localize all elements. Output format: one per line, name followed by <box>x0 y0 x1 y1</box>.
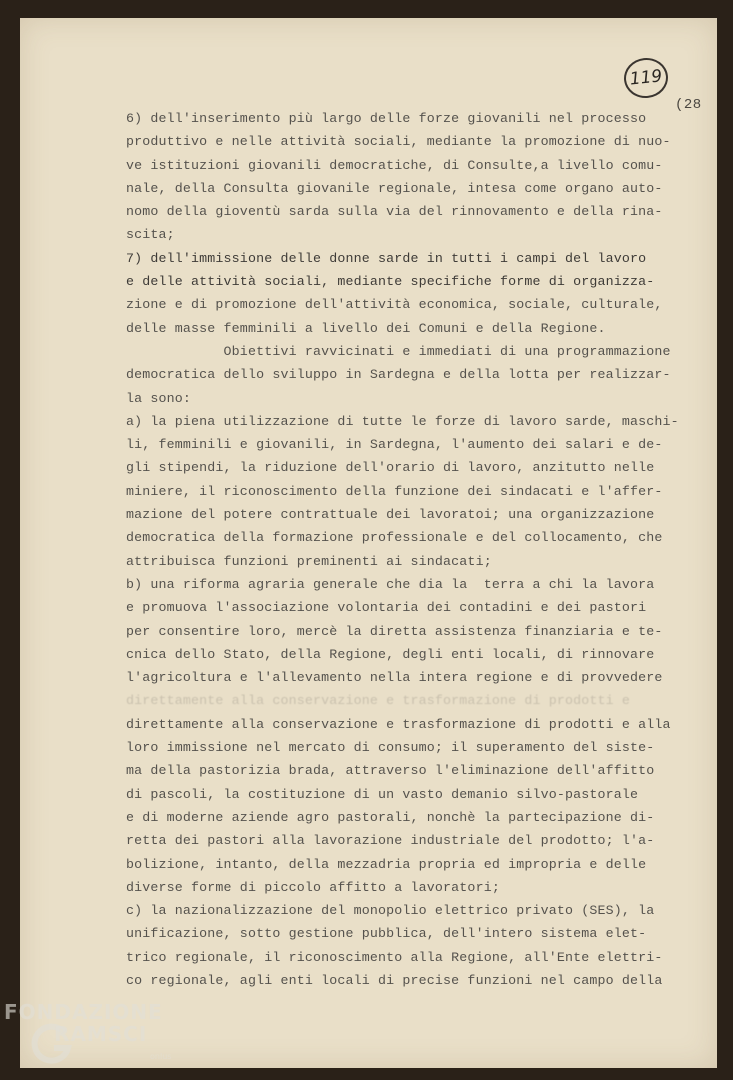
text-line: co regionale, agli enti locali di precise funzioni nel campo della <box>126 972 663 988</box>
document-body <box>126 107 696 992</box>
text-line: b) una riforma agraria generale che dia la terra a chi la lavora <box>126 576 655 592</box>
text-line: unificazione, sotto gestione pubblica, dell'intero sistema elet- <box>126 926 647 942</box>
text-line: li, femminili e giovanili, in Sardegna, l'aumento dei salari e de- <box>126 437 663 453</box>
faint-overstrike-line: direttamente alla conservazione e trasformazione di prodotti e <box>126 693 631 709</box>
text-line: bolizione, intanto, della mezzadria propria ed impropria e delle <box>126 856 647 872</box>
text-line: produttivo e nelle attività sociali, mediante la promozione di nuo- <box>126 134 671 150</box>
text-line: direttamente alla conservazione e trasformazione di prodotti e alla <box>126 716 671 732</box>
watermark-line1: FONDAZIONE <box>4 1000 163 1024</box>
text-line: nomo della gioventù sarda sulla via del rinnovamento e della rina- <box>126 204 663 220</box>
text-line: 7) dell'immissione delle donne sarde in tutti i campi del lavoro <box>126 250 647 266</box>
text-line: miniere, il riconoscimento della funzione dei sindacati e l'affer- <box>126 483 663 499</box>
text-line: e di moderne aziende agro pastorali, nonchè la partecipazione di- <box>126 809 655 825</box>
text-line: diverse forme di piccolo affitto a lavoratori; <box>126 879 500 895</box>
text-line: gli stipendi, la riduzione dell'orario di lavoro, anzitutto nelle <box>126 460 655 476</box>
text-line: mazione del potere contrattuale dei lavoratoi; una organizzazione <box>126 507 655 523</box>
watermark-line2: RAMSCI <box>54 1022 148 1046</box>
typed-page-number: (28 <box>675 97 702 113</box>
text-line: e promuova l'associazione volontaria dei contadini e dei pastori <box>126 600 647 616</box>
text-line: per consentire loro, mercè la diretta assistenza finanziaria e te- <box>126 623 663 639</box>
text-line: l'agricoltura e l'allevamento nella intera regione e di provvedere <box>126 670 663 686</box>
text-line: delle masse femminili a livello dei Comuni e della Regione. <box>126 320 606 336</box>
archive-page-number: 119 <box>622 56 670 100</box>
text-line: di pascoli, la costituzione di un vasto demanio silvo-pastorale <box>126 786 639 802</box>
text-line: 6) dell'inserimento più largo delle forze giovanili nel processo <box>126 111 647 126</box>
fondazione-gramsci-watermark <box>4 1000 194 1080</box>
text-line: retta dei pastori alla lavorazione industriale del prodotto; l'a- <box>126 833 655 849</box>
text-line: loro immissione nel mercato di consumo; il superamento del siste- <box>126 740 655 756</box>
text-line: democratica della formazione professionale e del collocamento, che <box>126 530 663 546</box>
text-line: democratica dello sviluppo in Sardegna e della lotta per realizzar- <box>126 367 671 383</box>
text-line: Obiettivi ravvicinati e immediati di una programmazione <box>126 343 671 359</box>
text-line: scita; <box>126 227 175 243</box>
text-line: c) la nazionalizzazione del monopolio elettrico privato (SES), la <box>126 903 655 919</box>
watermark-suffix: onlus <box>150 1052 172 1061</box>
text-line: la sono: <box>126 390 192 406</box>
text-line: trico regionale, il riconoscimento alla Regione, all'Ente elettri- <box>126 949 663 965</box>
text-line: ma della pastorizia brada, attraverso l'eliminazione dell'affitto <box>126 763 655 779</box>
text-line: a) la piena utilizzazione di tutte le forze di lavoro sarde, maschi- <box>126 413 679 429</box>
text-line: attribuisca funzioni preminenti ai sindacati; <box>126 553 492 569</box>
text-line: ve istituzioni giovanili democratiche, di Consulte,a livello comu- <box>126 157 663 173</box>
text-line: e delle attività sociali, mediante specifiche forme di organizza- <box>126 274 655 290</box>
text-line: cnica dello Stato, della Regione, degli enti locali, di rinnovare <box>126 646 655 662</box>
text-line: zione e di promozione dell'attività economica, sociale, culturale, <box>126 297 663 313</box>
text-line: nale, della Consulta giovanile regionale, intesa come organo auto- <box>126 180 663 196</box>
